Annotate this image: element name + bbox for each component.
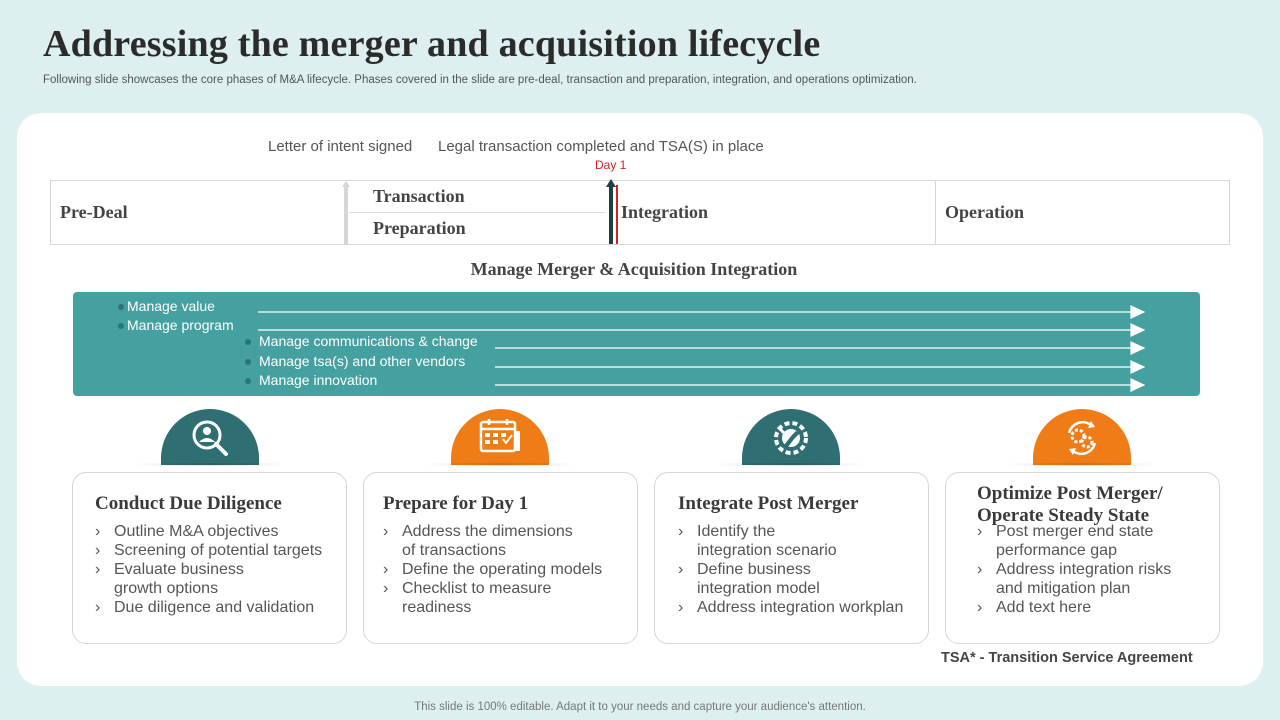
card-title: Optimize Post Merger/ Operate Steady State (977, 483, 1163, 526)
list-item: › Post merger end state performance gap (977, 522, 1181, 560)
phase-operation: Operation (935, 181, 1230, 244)
milestone-legal: Legal transaction completed and TSA(S) in place (438, 138, 764, 155)
band-item: Manage tsa(s) and other vendors (245, 353, 465, 369)
card-list (678, 522, 903, 617)
day1-arrow-icon (606, 179, 616, 244)
loi-arrow-icon (342, 181, 350, 244)
manage-title: Manage Merger & Acquisition Integration (470, 259, 798, 279)
phase-bar (50, 180, 1230, 245)
card-title: Conduct Due Diligence (95, 493, 282, 514)
list-item: › Outline M&A objectives (95, 522, 322, 541)
phase-card-due-diligence (72, 472, 347, 644)
phase-preparation: Preparation (373, 218, 466, 238)
list-item: › Checklist to measure readiness (383, 579, 602, 617)
list-item: › Address the dimensions of transactions (383, 522, 602, 560)
shadow (135, 463, 285, 466)
phase-integration: Integration (621, 202, 708, 222)
card-title: Prepare for Day 1 (383, 493, 529, 514)
page-subtitle: Following slide showcases the core phases of M&A lifecycle. Phases covered in the slide are pre-deal, transaction and preparation, integration, and operations optimization. (43, 74, 917, 86)
shadow (425, 463, 575, 466)
list-item: › Add text here (977, 598, 1181, 617)
card-title: Integrate Post Merger (678, 493, 859, 514)
phase-divider (349, 212, 605, 213)
card-list (95, 522, 322, 617)
list-item: › Define business integration model (678, 560, 903, 598)
phase-card-integrate (654, 472, 929, 644)
phase-card-prepare-day1 (363, 472, 638, 644)
card-list (383, 522, 602, 617)
card-list (977, 522, 1181, 617)
phase-pre-deal: Pre-Deal (60, 202, 128, 222)
phase-transaction-preparation (349, 181, 605, 244)
list-item: › Identify the integration scenario (678, 522, 903, 560)
band-item: Manage innovation (245, 372, 377, 388)
list-item: › Address integration workplan (678, 598, 903, 617)
milestone-loi: Letter of intent signed (268, 138, 413, 155)
band-arrows-icon (73, 292, 1200, 396)
shadow (1007, 463, 1157, 466)
phase-transaction: Transaction (373, 186, 465, 206)
band-item: Manage value (118, 298, 215, 314)
phase-card-optimize (945, 472, 1220, 644)
page-title: Addressing the merger and acquisition lifecycle (43, 23, 821, 65)
day1-marker-line (616, 185, 618, 244)
footer-note: This slide is 100% editable. Adapt it to your needs and capture your audience's attention. (414, 701, 866, 713)
tsa-note: TSA* - Transition Service Agreement (941, 650, 1193, 666)
list-item: › Screening of potential targets (95, 541, 322, 560)
band-item: Manage communications & change (245, 333, 478, 349)
list-item: › Define the operating models (383, 560, 602, 579)
shadow (716, 463, 866, 466)
list-item: › Due diligence and validation (95, 598, 322, 617)
list-item: › Address integration risks and mitigation plan (977, 560, 1181, 598)
milestone-day1: Day 1 (595, 158, 627, 172)
list-item: › Evaluate business growth options (95, 560, 322, 598)
band-item: Manage program (118, 317, 234, 333)
